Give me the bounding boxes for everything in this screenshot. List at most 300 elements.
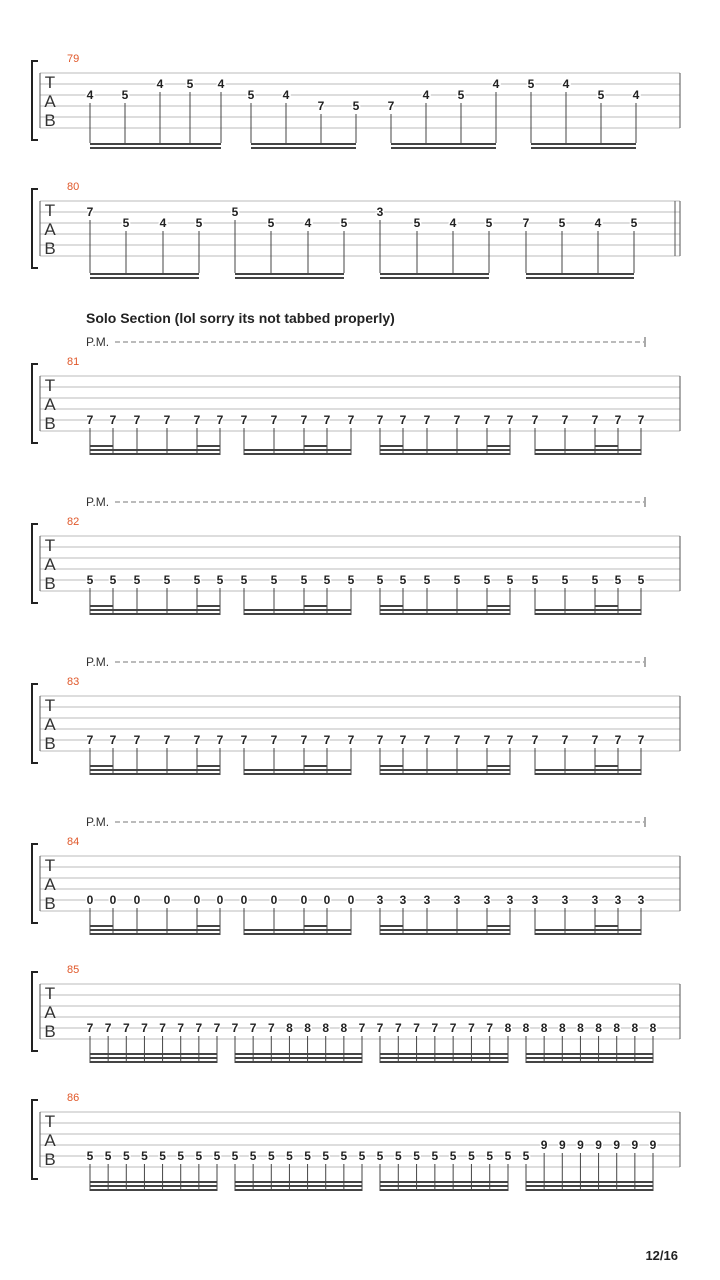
fret-number: 5 xyxy=(614,573,622,587)
fret-number: 7 xyxy=(163,733,171,747)
beam xyxy=(380,773,510,775)
fret-number: 8 xyxy=(340,1021,348,1035)
fret-number: 3 xyxy=(506,893,514,907)
fret-number: 7 xyxy=(216,733,224,747)
fret-number: 5 xyxy=(558,216,566,230)
beam xyxy=(90,1053,217,1055)
fret-number: 7 xyxy=(133,733,141,747)
fret-number: 7 xyxy=(141,1021,148,1035)
fret-number: 7 xyxy=(376,1021,384,1035)
beam xyxy=(235,273,344,275)
fret-number: 7 xyxy=(109,413,117,427)
fret-number: 8 xyxy=(304,1021,311,1035)
beam xyxy=(380,1061,508,1063)
beam xyxy=(535,773,641,775)
beam xyxy=(380,445,403,447)
system-bracket xyxy=(32,189,38,268)
beam xyxy=(535,613,641,615)
beam xyxy=(391,147,496,149)
fret-number: 0 xyxy=(216,893,224,907)
beam xyxy=(535,449,641,451)
beam xyxy=(235,1053,362,1055)
beam xyxy=(380,1057,508,1059)
fret-number: 8 xyxy=(631,1021,639,1035)
system-bracket xyxy=(32,1100,38,1179)
beam xyxy=(90,1185,217,1187)
fret-number: 5 xyxy=(423,573,431,587)
fret-number: 7 xyxy=(109,733,117,747)
tab-clef-letter: T xyxy=(44,1112,56,1131)
beam xyxy=(380,1053,508,1055)
fret-number: 5 xyxy=(449,1149,457,1163)
fret-number: 0 xyxy=(240,893,248,907)
beam xyxy=(235,1061,362,1063)
fret-number: 7 xyxy=(376,733,384,747)
beam xyxy=(90,143,221,145)
beam xyxy=(526,1185,653,1187)
fret-number: 5 xyxy=(323,573,331,587)
fret-number: 5 xyxy=(637,573,645,587)
fret-number: 5 xyxy=(122,216,130,230)
tab-clef-letter: T xyxy=(44,856,56,875)
fret-number: 7 xyxy=(387,99,395,113)
tab-clef-letter: T xyxy=(44,984,56,1003)
fret-number: 3 xyxy=(614,893,622,907)
tab-clef-letter: A xyxy=(44,1131,56,1150)
fret-number: 7 xyxy=(483,733,491,747)
fret-number: 5 xyxy=(431,1149,439,1163)
fret-number: 5 xyxy=(267,216,275,230)
fret-number: 7 xyxy=(394,1021,402,1035)
beam xyxy=(90,1181,217,1183)
tab-clef-letter: A xyxy=(44,715,56,734)
fret-number: 4 xyxy=(449,216,457,230)
fret-number: 0 xyxy=(300,893,308,907)
fret-number: 5 xyxy=(300,573,308,587)
beam xyxy=(487,925,510,927)
fret-number: 8 xyxy=(558,1021,566,1035)
beam xyxy=(380,929,510,931)
fret-number: 5 xyxy=(231,1149,239,1163)
fret-number: 7 xyxy=(270,413,278,427)
fret-number: 7 xyxy=(431,1021,439,1035)
fret-number: 5 xyxy=(240,573,248,587)
measure-number: 82 xyxy=(67,516,80,528)
fret-number: 5 xyxy=(591,573,599,587)
fret-number: 3 xyxy=(531,893,539,907)
measure-number: 86 xyxy=(67,1092,80,1104)
fret-number: 8 xyxy=(649,1021,657,1035)
beam xyxy=(380,1181,508,1183)
tab-clef-letter: A xyxy=(44,875,56,894)
fret-number: 7 xyxy=(506,733,514,747)
fret-number: 0 xyxy=(347,893,355,907)
fret-number: 7 xyxy=(317,99,325,113)
beam xyxy=(380,609,510,611)
tab-clef-letter: T xyxy=(44,696,56,715)
beam xyxy=(380,1189,508,1191)
beam xyxy=(304,445,327,447)
fret-number: 7 xyxy=(193,413,201,427)
beam xyxy=(235,1181,362,1183)
fret-number: 4 xyxy=(86,88,94,102)
fret-number: 5 xyxy=(453,573,461,587)
beam xyxy=(90,769,220,771)
beam xyxy=(535,453,641,455)
fret-number: 0 xyxy=(109,893,117,907)
fret-number: 7 xyxy=(561,413,569,427)
fret-number: 5 xyxy=(86,573,94,587)
beam xyxy=(251,147,356,149)
beam xyxy=(380,769,510,771)
fret-number: 5 xyxy=(376,1149,384,1163)
fret-number: 7 xyxy=(300,413,308,427)
fret-number: 5 xyxy=(527,77,535,91)
fret-number: 7 xyxy=(486,1021,494,1035)
beam xyxy=(380,925,403,927)
system-bracket xyxy=(32,684,38,763)
beam xyxy=(595,445,618,447)
fret-number: 3 xyxy=(453,893,461,907)
tab-clef-letter: B xyxy=(44,111,56,130)
fret-number: 5 xyxy=(195,216,203,230)
fret-number: 9 xyxy=(577,1138,584,1152)
fret-number: 7 xyxy=(591,733,599,747)
fret-number: 7 xyxy=(376,413,384,427)
fret-number: 5 xyxy=(109,573,117,587)
fret-number: 7 xyxy=(193,733,201,747)
beam xyxy=(391,143,496,145)
fret-number: 5 xyxy=(340,216,348,230)
tab-clef-letter: A xyxy=(44,555,56,574)
fret-number: 5 xyxy=(340,1149,348,1163)
beam xyxy=(380,277,489,279)
fret-number: 7 xyxy=(399,733,407,747)
fret-number: 0 xyxy=(86,893,94,907)
beam xyxy=(487,605,510,607)
fret-number: 8 xyxy=(540,1021,548,1035)
measure-number: 80 xyxy=(67,181,80,193)
fret-number: 4 xyxy=(632,88,640,102)
beam xyxy=(595,925,618,927)
beam xyxy=(235,1057,362,1059)
beam xyxy=(526,1061,653,1063)
beam xyxy=(90,445,113,447)
fret-number: 7 xyxy=(453,733,461,747)
beam xyxy=(244,769,351,771)
fret-number: 5 xyxy=(457,88,465,102)
fret-number: 7 xyxy=(86,413,94,427)
fret-number: 4 xyxy=(217,77,225,91)
system-bracket xyxy=(32,61,38,140)
fret-number: 7 xyxy=(347,733,355,747)
fret-number: 5 xyxy=(247,88,255,102)
beam xyxy=(90,453,220,455)
beam xyxy=(244,609,351,611)
tab-clef-letter: B xyxy=(44,1022,56,1041)
fret-number: 0 xyxy=(193,893,201,907)
fret-number: 7 xyxy=(159,1021,166,1035)
fret-number: 5 xyxy=(121,88,129,102)
beam xyxy=(526,273,634,275)
system-bracket xyxy=(32,364,38,443)
measure-number: 84 xyxy=(67,836,80,848)
fret-number: 4 xyxy=(159,216,167,230)
fret-number: 7 xyxy=(531,413,539,427)
beam xyxy=(380,453,510,455)
fret-number: 7 xyxy=(637,413,645,427)
beam xyxy=(251,143,356,145)
beam xyxy=(90,277,199,279)
fret-number: 4 xyxy=(282,88,290,102)
fret-number: 7 xyxy=(122,1021,130,1035)
fret-number: 7 xyxy=(249,1021,257,1035)
fret-number: 9 xyxy=(649,1138,657,1152)
measure-number: 85 xyxy=(67,964,80,976)
fret-number: 5 xyxy=(322,1149,330,1163)
fret-number: 7 xyxy=(240,733,248,747)
fret-number: 4 xyxy=(594,216,602,230)
fret-number: 5 xyxy=(468,1149,475,1163)
beam xyxy=(197,605,220,607)
fret-number: 7 xyxy=(104,1021,112,1035)
palm-mute-label: P.M. xyxy=(86,815,110,829)
fret-number: 5 xyxy=(177,1149,185,1163)
fret-number: 0 xyxy=(163,893,171,907)
beam xyxy=(90,933,220,935)
beam xyxy=(380,933,510,935)
fret-number: 5 xyxy=(483,573,491,587)
tab-clef-letter: T xyxy=(44,201,56,220)
beam xyxy=(90,609,220,611)
fret-number: 5 xyxy=(159,1149,166,1163)
beam xyxy=(380,765,403,767)
fret-number: 4 xyxy=(156,77,164,91)
fret-number: 7 xyxy=(423,413,431,427)
fret-number: 5 xyxy=(413,1149,420,1163)
system-bracket xyxy=(32,972,38,1051)
section-title: Solo Section (lol sorry its not tabbed properly) xyxy=(86,310,395,326)
fret-number: 3 xyxy=(399,893,407,907)
tab-clef-letter: A xyxy=(44,220,56,239)
fret-number: 7 xyxy=(270,733,278,747)
beam xyxy=(235,277,344,279)
beam xyxy=(526,1189,653,1191)
beam xyxy=(531,147,636,149)
palm-mute-label: P.M. xyxy=(86,335,110,349)
fret-number: 7 xyxy=(614,413,622,427)
fret-number: 7 xyxy=(591,413,599,427)
tab-clef-letter: T xyxy=(44,73,56,92)
beam xyxy=(531,143,636,145)
beam xyxy=(90,773,220,775)
beam xyxy=(595,765,618,767)
fret-number: 3 xyxy=(591,893,599,907)
measure-number: 83 xyxy=(67,676,80,688)
beam xyxy=(304,605,327,607)
fret-number: 5 xyxy=(195,1149,203,1163)
fret-number: 7 xyxy=(86,733,94,747)
fret-number: 7 xyxy=(133,413,141,427)
fret-number: 8 xyxy=(522,1021,530,1035)
fret-number: 4 xyxy=(422,88,430,102)
fret-number: 7 xyxy=(468,1021,475,1035)
beam xyxy=(535,929,641,931)
beam xyxy=(197,925,220,927)
beam xyxy=(235,1189,362,1191)
fret-number: 5 xyxy=(186,77,194,91)
beam xyxy=(526,1057,653,1059)
beam xyxy=(304,925,327,927)
fret-number: 3 xyxy=(376,893,384,907)
beam xyxy=(235,1185,362,1187)
fret-number: 5 xyxy=(376,573,384,587)
beam xyxy=(380,613,510,615)
beam xyxy=(526,1181,653,1183)
fret-number: 7 xyxy=(531,733,539,747)
beam xyxy=(90,1061,217,1063)
fret-number: 5 xyxy=(193,573,201,587)
fret-number: 9 xyxy=(540,1138,548,1152)
tab-clef-letter: A xyxy=(44,1003,56,1022)
fret-number: 5 xyxy=(358,1149,366,1163)
page-number: 12/16 xyxy=(645,1248,678,1263)
beam xyxy=(197,445,220,447)
palm-mute-label: P.M. xyxy=(86,655,110,669)
beam xyxy=(244,929,351,931)
fret-number: 5 xyxy=(304,1149,311,1163)
fret-number: 5 xyxy=(347,573,355,587)
fret-number: 4 xyxy=(304,216,312,230)
beam xyxy=(244,613,351,615)
fret-number: 5 xyxy=(486,1149,494,1163)
fret-number: 5 xyxy=(630,216,638,230)
fret-number: 5 xyxy=(506,573,514,587)
fret-number: 5 xyxy=(216,573,224,587)
fret-number: 5 xyxy=(352,99,360,113)
fret-number: 7 xyxy=(86,205,94,219)
fret-number: 5 xyxy=(399,573,407,587)
beam xyxy=(244,933,351,935)
fret-number: 5 xyxy=(286,1149,293,1163)
beam xyxy=(595,605,618,607)
tab-clef-letter: A xyxy=(44,395,56,414)
fret-number: 5 xyxy=(394,1149,402,1163)
fret-number: 7 xyxy=(358,1021,366,1035)
fret-number: 5 xyxy=(413,216,421,230)
fret-number: 5 xyxy=(270,573,278,587)
fret-number: 5 xyxy=(141,1149,148,1163)
fret-number: 3 xyxy=(637,893,645,907)
fret-number: 8 xyxy=(322,1021,330,1035)
fret-number: 5 xyxy=(522,1149,530,1163)
fret-number: 7 xyxy=(216,413,224,427)
fret-number: 7 xyxy=(323,413,331,427)
fret-number: 3 xyxy=(423,893,431,907)
beam xyxy=(304,765,327,767)
fret-number: 7 xyxy=(561,733,569,747)
fret-number: 5 xyxy=(249,1149,257,1163)
beam xyxy=(380,449,510,451)
fret-number: 7 xyxy=(323,733,331,747)
beam xyxy=(380,1185,508,1187)
beam xyxy=(535,609,641,611)
beam xyxy=(244,449,351,451)
fret-number: 4 xyxy=(562,77,570,91)
beam xyxy=(90,765,113,767)
fret-number: 7 xyxy=(86,1021,94,1035)
fret-number: 7 xyxy=(267,1021,275,1035)
fret-number: 7 xyxy=(347,413,355,427)
fret-number: 7 xyxy=(483,413,491,427)
measure-number: 81 xyxy=(67,356,80,368)
fret-number: 9 xyxy=(558,1138,566,1152)
beam xyxy=(526,277,634,279)
fret-number: 7 xyxy=(522,216,530,230)
beam xyxy=(244,453,351,455)
beam xyxy=(526,1053,653,1055)
beam xyxy=(197,765,220,767)
fret-number: 5 xyxy=(86,1149,94,1163)
fret-number: 5 xyxy=(504,1149,512,1163)
fret-number: 7 xyxy=(423,733,431,747)
fret-number: 7 xyxy=(231,1021,239,1035)
fret-number: 5 xyxy=(122,1149,130,1163)
fret-number: 3 xyxy=(483,893,491,907)
fret-number: 5 xyxy=(597,88,605,102)
fret-number: 3 xyxy=(561,893,569,907)
beam xyxy=(90,925,113,927)
fret-number: 5 xyxy=(104,1149,112,1163)
fret-number: 7 xyxy=(300,733,308,747)
beam xyxy=(90,1057,217,1059)
fret-number: 5 xyxy=(485,216,493,230)
fret-number: 7 xyxy=(413,1021,420,1035)
fret-number: 8 xyxy=(595,1021,602,1035)
beam xyxy=(380,605,403,607)
fret-number: 0 xyxy=(133,893,141,907)
fret-number: 7 xyxy=(240,413,248,427)
beam xyxy=(487,765,510,767)
fret-number: 8 xyxy=(577,1021,584,1035)
tab-clef-letter: T xyxy=(44,376,56,395)
system-bracket xyxy=(32,844,38,923)
tab-clef-letter: B xyxy=(44,414,56,433)
tab-clef-letter: B xyxy=(44,574,56,593)
fret-number: 5 xyxy=(561,573,569,587)
fret-number: 7 xyxy=(399,413,407,427)
fret-number: 7 xyxy=(213,1021,221,1035)
tab-clef-letter: B xyxy=(44,894,56,913)
beam xyxy=(244,773,351,775)
tab-clef-letter: T xyxy=(44,536,56,555)
fret-number: 7 xyxy=(195,1021,203,1035)
fret-number: 5 xyxy=(531,573,539,587)
palm-mute-label: P.M. xyxy=(86,495,110,509)
fret-number: 0 xyxy=(323,893,331,907)
beam xyxy=(487,445,510,447)
system-bracket xyxy=(32,524,38,603)
beam xyxy=(90,613,220,615)
tab-clef-letter: B xyxy=(44,1150,56,1169)
beam xyxy=(535,933,641,935)
fret-number: 0 xyxy=(270,893,278,907)
fret-number: 9 xyxy=(613,1138,621,1152)
fret-number: 7 xyxy=(614,733,622,747)
beam xyxy=(535,769,641,771)
fret-number: 9 xyxy=(631,1138,639,1152)
fret-number: 4 xyxy=(492,77,500,91)
